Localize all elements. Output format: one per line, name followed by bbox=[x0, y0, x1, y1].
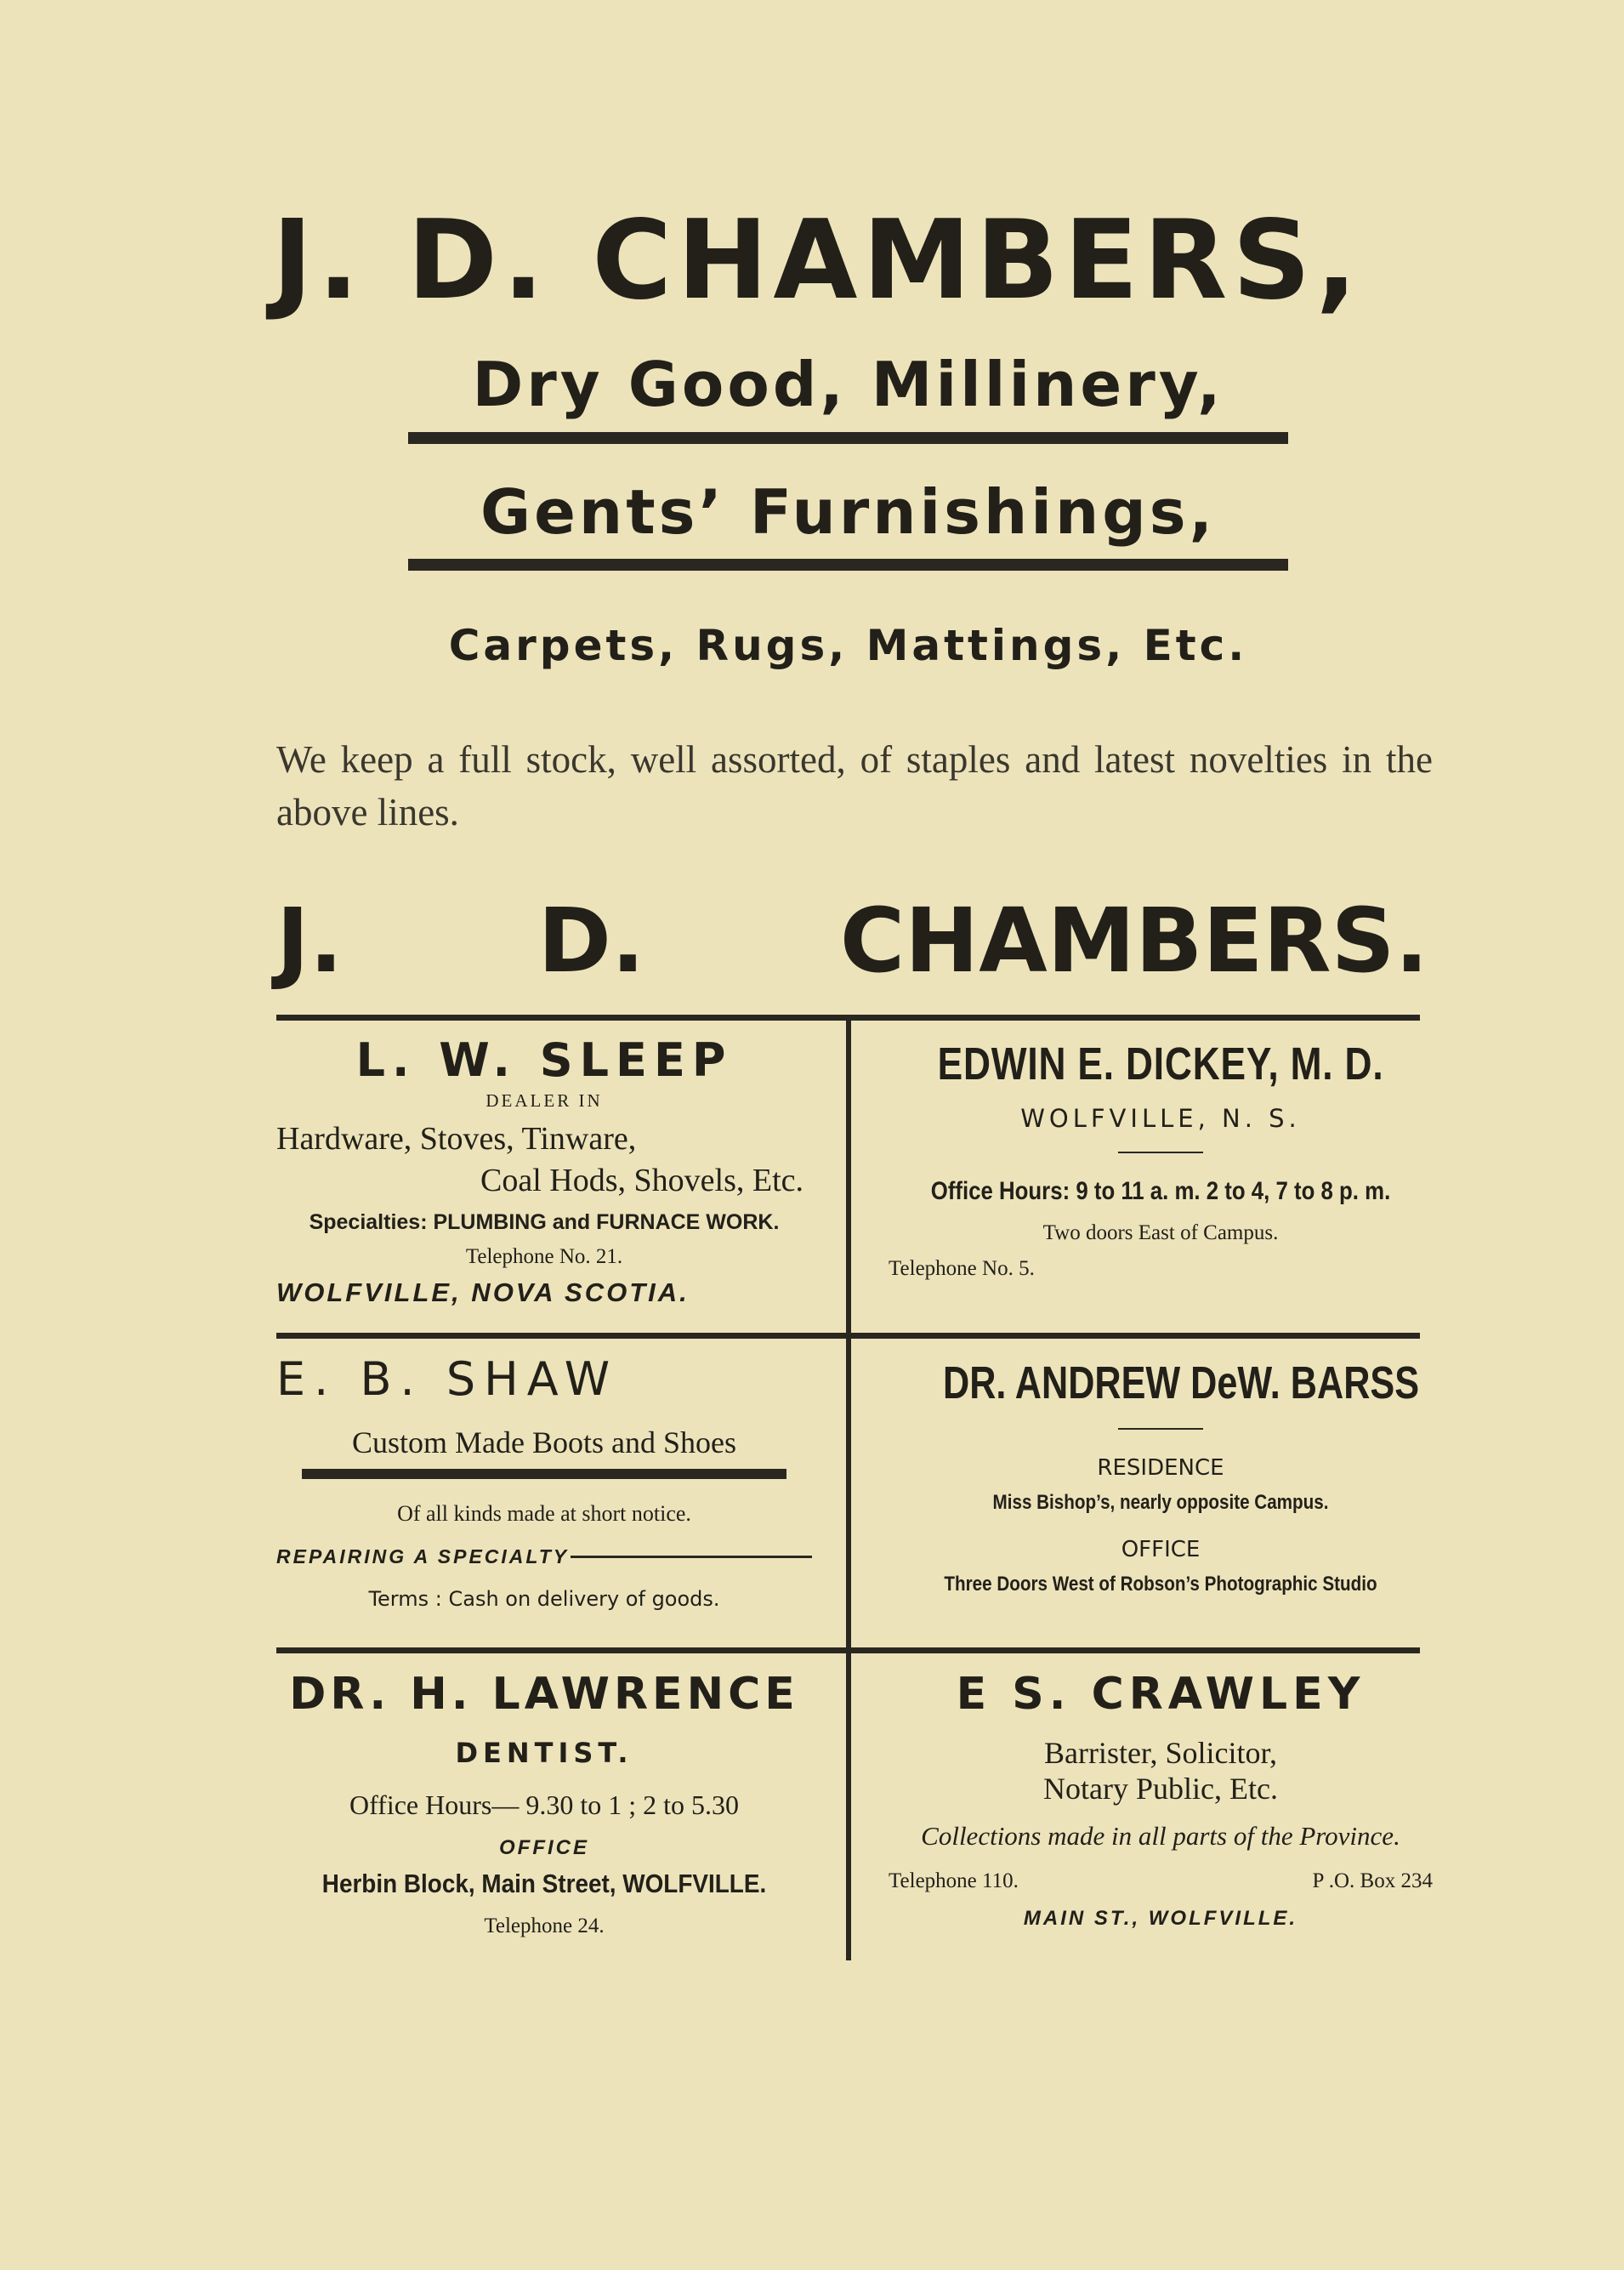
sleep-line2: Coal Hods, Shovels, Etc. bbox=[480, 1163, 803, 1198]
sleep-line1: Hardware, Stoves, Tinware, bbox=[276, 1121, 637, 1157]
crawley-line1: Barrister, Solicitor, bbox=[1043, 1736, 1278, 1770]
barss-residence: Miss Bishop’s, nearly opposite Campus. bbox=[992, 1491, 1329, 1514]
signature-part: D. bbox=[537, 889, 645, 993]
shaw-repairing: REPAIRING A SPECIALTY bbox=[276, 1545, 570, 1567]
barss-name: DR. ANDREW DeW. BARSS bbox=[943, 1357, 1420, 1408]
barss-residence-label: RESIDENCE bbox=[1097, 1455, 1224, 1481]
shaw-rule bbox=[302, 1469, 786, 1479]
shaw-name: E. B. SHAW bbox=[276, 1352, 619, 1406]
shaw-repairing-row bbox=[276, 1545, 812, 1568]
divider-rule bbox=[408, 559, 1288, 571]
shaw-terms: Terms : Cash on delivery of goods. bbox=[368, 1587, 720, 1611]
dickey-telephone: Telephone No. 5. bbox=[889, 1257, 1035, 1280]
crawley-box: P .O. Box 234 bbox=[1312, 1869, 1433, 1892]
barss-office-label: OFFICE bbox=[1121, 1537, 1201, 1562]
ad-crawley bbox=[889, 1669, 1433, 1931]
chambers-line-furnishings: Gents’ Furnishings, bbox=[480, 476, 1216, 548]
shaw-tagline: Custom Made Boots and Shoes bbox=[351, 1425, 736, 1459]
ad-lawrence bbox=[276, 1669, 812, 1938]
lawrence-telephone: Telephone 24. bbox=[484, 1914, 605, 1937]
dickey-name: EDWIN E. DICKEY, M. D. bbox=[937, 1038, 1384, 1089]
sleep-place: WOLFVILLE, NOVA SCOTIA. bbox=[276, 1277, 690, 1307]
crawley-collections: Collections made in all parts of the Province. bbox=[921, 1821, 1400, 1851]
chambers-signature bbox=[276, 889, 1428, 993]
lawrence-name: DR. H. LAWRENCE bbox=[289, 1669, 799, 1720]
chambers-line-carpets: Carpets, Rugs, Mattings, Etc. bbox=[448, 621, 1248, 670]
ad-shaw bbox=[276, 1352, 812, 1611]
dickey-location: Two doors East of Campus. bbox=[1042, 1221, 1279, 1244]
ad-barss bbox=[889, 1357, 1433, 1596]
shaw-line1: Of all kinds made at short notice. bbox=[397, 1501, 691, 1526]
lawrence-office-label: OFFICE bbox=[499, 1836, 589, 1859]
divider-rule bbox=[408, 432, 1288, 444]
signature-part: J. bbox=[276, 889, 344, 993]
crawley-name: E S. CRAWLEY bbox=[956, 1669, 1366, 1720]
lawrence-hours: Office Hours— 9.30 to 1 ; 2 to 5.30 bbox=[349, 1789, 740, 1820]
ad-sleep bbox=[276, 1033, 812, 1308]
barss-rule bbox=[1118, 1428, 1203, 1430]
crawley-telephone: Telephone 110. bbox=[889, 1869, 1019, 1892]
grid-rule-top bbox=[276, 1015, 1420, 1021]
lawrence-address: Herbin Block, Main Street, WOLFVILLE. bbox=[321, 1869, 767, 1898]
sleep-dealer-label: DEALER IN bbox=[485, 1090, 603, 1111]
ad-dickey bbox=[889, 1038, 1433, 1281]
dickey-hours: Office Hours: 9 to 11 a. m. 2 to 4, 7 to 8 p. m. bbox=[930, 1177, 1391, 1205]
sleep-telephone: Telephone No. 21. bbox=[465, 1245, 623, 1268]
chambers-line-dry-goods: Dry Good, Millinery, bbox=[472, 349, 1224, 420]
sleep-name: L. W. SLEEP bbox=[355, 1033, 733, 1087]
sleep-specialties: Specialties: PLUMBING and FURNACE WORK. bbox=[309, 1210, 780, 1234]
shaw-repairing-rule bbox=[571, 1556, 812, 1558]
chambers-title: J. D. CHAMBERS, bbox=[272, 197, 1363, 324]
signature-part: CHAMBERS. bbox=[839, 889, 1428, 993]
crawley-address: MAIN ST., WOLFVILLE. bbox=[1023, 1907, 1298, 1930]
crawley-contact-row bbox=[889, 1869, 1433, 1893]
chambers-body-text: We keep a full stock, well assorted, of staples and latest novelties in the above lines. bbox=[276, 738, 1433, 833]
dickey-place: WOLFVILLE, N. S. bbox=[1020, 1104, 1301, 1133]
barss-office: Three Doors West of Robson’s Photographic Studio bbox=[944, 1573, 1377, 1596]
lawrence-title: DENTIST. bbox=[455, 1737, 633, 1769]
grid-rule-vertical bbox=[846, 1021, 851, 1960]
dickey-rule bbox=[1118, 1152, 1203, 1153]
crawley-line2: Notary Public, Etc. bbox=[1043, 1772, 1278, 1806]
